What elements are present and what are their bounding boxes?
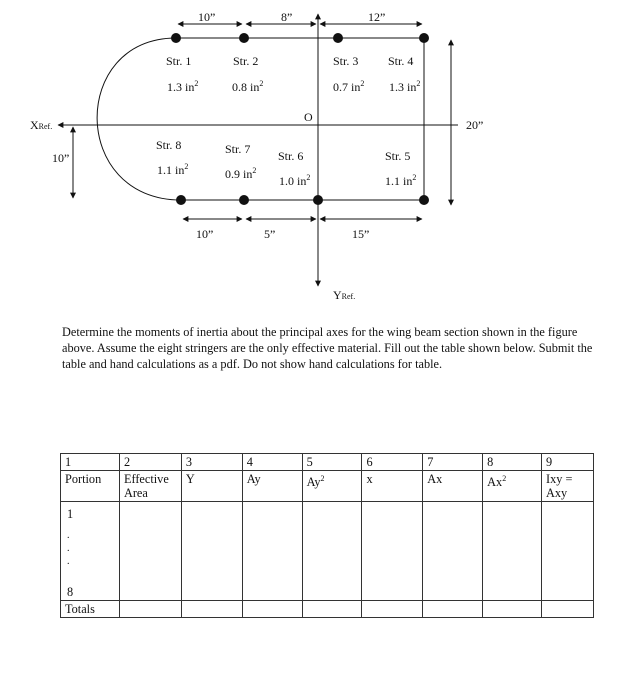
- header-effective-area: Effective Area: [119, 471, 181, 502]
- y-ref-label: YRef.: [333, 288, 356, 302]
- totals-label: Totals: [61, 601, 120, 618]
- totals-ax[interactable]: [423, 601, 483, 618]
- stringer-8-dot: [176, 195, 186, 205]
- totals-ixy[interactable]: [542, 601, 594, 618]
- x-ref-label: XRef.: [30, 118, 53, 132]
- ax2-cell[interactable]: [483, 502, 542, 601]
- portion-cell: [61, 502, 120, 601]
- stringer-7-dot: [239, 195, 249, 205]
- col-9-number: 9: [542, 454, 594, 471]
- stringer-5-name: Str. 5: [385, 149, 411, 163]
- header-x: x: [362, 471, 423, 502]
- stringer-8-area: 1.1 $in^2$: [157, 162, 189, 177]
- col-7-number: 7: [423, 454, 483, 471]
- stringer-3-area: 0.7 $in^2$: [333, 79, 365, 94]
- header-portion: Portion: [61, 471, 120, 502]
- column-number-row: [61, 454, 594, 471]
- stringer-3-name: Str. 3: [333, 54, 359, 68]
- stringer-4-name: Str. 4: [388, 54, 414, 68]
- dim-bottom-left-label: 10”: [196, 227, 214, 241]
- col-6-number: 6: [362, 454, 423, 471]
- stringer-6-dot: [313, 195, 323, 205]
- col-2-number: 2: [119, 454, 181, 471]
- dim-right-height-label: 20”: [466, 118, 484, 132]
- dim-left-offset-label: 10”: [52, 151, 70, 165]
- ixy-cell[interactable]: [542, 502, 594, 601]
- stringer-4-area: 1.3 $in^2$: [389, 79, 421, 94]
- calculation-table: [60, 453, 594, 618]
- totals-ay[interactable]: [242, 601, 302, 618]
- header-y: Y: [181, 471, 242, 502]
- stringer-1-area: 1.3 $in^2$: [167, 79, 199, 94]
- totals-effective-area[interactable]: [119, 601, 181, 618]
- col-1-number: 1: [61, 454, 120, 471]
- stringer-8-name: Str. 8: [156, 138, 182, 152]
- origin-label: O: [304, 110, 313, 124]
- col-8-number: 8: [483, 454, 542, 471]
- dim-top-left-label: 10”: [198, 10, 216, 24]
- ay-cell[interactable]: [242, 502, 302, 601]
- stringer-6-name: Str. 6: [278, 149, 304, 163]
- stringer-5-area: 1.1 $in^2$: [385, 173, 417, 188]
- stringer-1-dot: [171, 33, 181, 43]
- stringer-2-area: 0.8 $in^2$: [232, 79, 264, 94]
- header-ax2: Ax$^2$: [483, 471, 542, 502]
- header-ixy: Ixy = Axy: [542, 471, 594, 502]
- header-ay2: Ay$^2$: [302, 471, 362, 502]
- header-row: [61, 471, 594, 502]
- dim-top-right-label: 12”: [368, 10, 386, 24]
- ax-cell[interactable]: [423, 502, 483, 601]
- stringer-2-name: Str. 2: [233, 54, 259, 68]
- stringer-7-name: Str. 7: [225, 142, 251, 156]
- row-last-label: 8: [67, 585, 74, 599]
- totals-x[interactable]: [362, 601, 423, 618]
- wing-beam-figure: [0, 0, 635, 310]
- data-row: [61, 502, 594, 601]
- stringer-6-area: 1.0 $in^2$: [279, 173, 311, 188]
- x-cell[interactable]: [362, 502, 423, 601]
- col-4-number: 4: [242, 454, 302, 471]
- ellipsis-dots: . . .: [67, 529, 70, 568]
- col-3-number: 3: [181, 454, 242, 471]
- stringer-5-dot: [419, 195, 429, 205]
- ay2-cell[interactable]: [302, 502, 362, 601]
- stringer-3-dot: [333, 33, 343, 43]
- dim-bottom-right-label: 15”: [352, 227, 370, 241]
- totals-row: [61, 601, 594, 618]
- header-ay: Ay: [242, 471, 302, 502]
- totals-y[interactable]: [181, 601, 242, 618]
- dim-top-mid-label: 8”: [281, 10, 293, 24]
- effective-area-cell[interactable]: [119, 502, 181, 601]
- col-5-number: 5: [302, 454, 362, 471]
- totals-ay2[interactable]: [302, 601, 362, 618]
- header-ax: Ax: [423, 471, 483, 502]
- dim-bottom-mid-label: 5”: [264, 227, 276, 241]
- stringer-1-name: Str. 1: [166, 54, 192, 68]
- totals-ax2[interactable]: [483, 601, 542, 618]
- stringer-2-dot: [239, 33, 249, 43]
- stringer-7-area: 0.9 $in^2$: [225, 166, 257, 181]
- problem-statement: Determine the moments of inertia about the principal axes for the wing beam section shown in the figure above. Assume the eight stringers are the only effective material. Fill out the table shown below. Submit the table and hand calculations as a pdf. Do not show hand calculations for table.: [62, 325, 593, 371]
- row-first-label: 1: [67, 507, 74, 521]
- stringer-4-dot: [419, 33, 429, 43]
- y-cell[interactable]: [181, 502, 242, 601]
